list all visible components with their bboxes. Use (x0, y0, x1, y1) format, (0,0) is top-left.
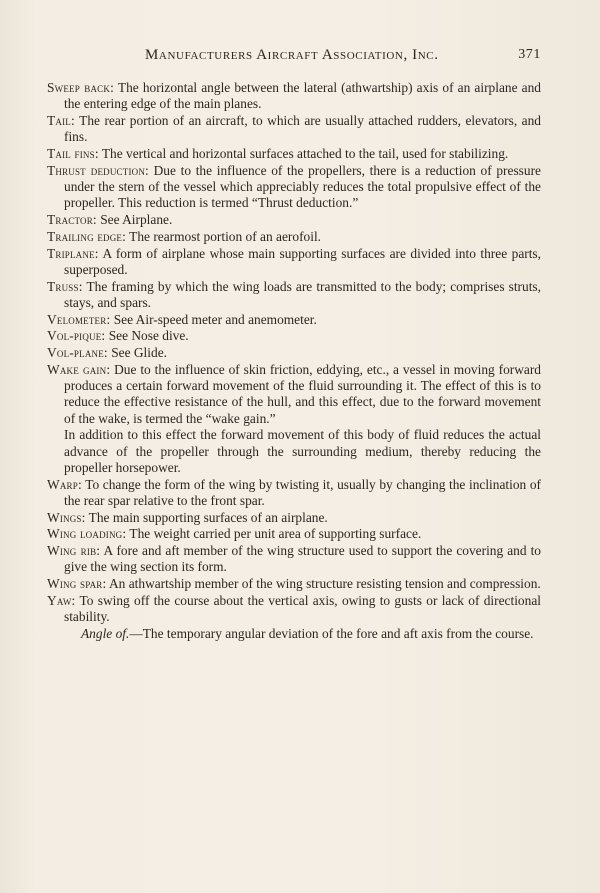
entry-definition: See Air-speed meter and anemometer. (110, 311, 317, 327)
sub-entry-definition: —The temporary angular deviation of the fore and aft axis from the course. (129, 625, 534, 641)
entry-term: Tractor: (47, 212, 97, 227)
entry-definition: The rearmost portion of an aerofoil. (126, 228, 322, 244)
entry-definition: To change the form of the wing by twisting it, usually by changing the inclination of the rear spar relative to the front spar. (64, 476, 541, 508)
entry-definition: The framing by which the wing loads are transmitted to the body; comprises struts, stays, and spars. (64, 278, 541, 310)
entry-definition: The vertical and horizontal surfaces attached to the tail, used for stabilizing. (98, 146, 509, 161)
entry-definition: The weight carried per unit area of supporting surface. (126, 526, 422, 542)
glossary-entry (47, 212, 541, 228)
entry-definition: See Nose dive. (105, 328, 189, 344)
entry-definition: An athwartship member of the wing structure resisting tension and compression. (106, 576, 541, 592)
entry-definition: Due to the influence of skin friction, eddying, etc., a vessel in moving forward produces a certain forward movement of the fluid surrounding it. The effect of this is to reduce the effective resistance of the hull, and this effect, due to the forward movement of the wake, is termed the “wake gain.” (64, 361, 541, 426)
entry-term: Tail: (47, 113, 75, 128)
glossary-entry (47, 163, 541, 212)
page-number: 371 (518, 47, 541, 62)
glossary-entry (47, 576, 541, 592)
entry-definition: The horizontal angle between the lateral (athwartship) axis of an airplane and the entering edge of the main planes. (64, 80, 541, 112)
entry-term: Wing loading: (47, 526, 127, 542)
glossary-entry (47, 113, 541, 145)
glossary-entry (47, 362, 541, 427)
entry-term: Thrust deduction: (47, 162, 149, 178)
glossary-entry (47, 328, 541, 344)
glossary-entry (47, 526, 541, 542)
entry-definition: The rear portion of an aircraft, to which are usually attached rudders, elevators, and fins. (64, 113, 541, 145)
entry-term: Truss: (47, 278, 83, 294)
glossary-entry (47, 345, 541, 361)
entry-term: Triplane: (47, 245, 99, 261)
entry-definition: In addition to this effect the forward movement of this body of fluid reduces the actual advance of the propeller through the surrounding medium, thereby reducing the propeller horsepower. (64, 427, 541, 475)
entry-definition: See Glide. (107, 345, 167, 361)
glossary-continuation (47, 427, 541, 476)
entry-definition: Due to the influence of the propellers, there is a reduction of pressure under the stern of the vessel which appreciably reduces the total propulsive effect of the propeller. This reduction is termed “Thrust deduction.” (64, 162, 541, 211)
entry-definition: A fore and aft member of the wing structure used to support the covering and to give the wing section its form. (64, 543, 542, 575)
entry-term: Yaw: (47, 592, 76, 608)
entry-definition: See Airplane. (96, 212, 173, 227)
glossary-entry (47, 510, 541, 526)
glossary-entry (47, 593, 541, 625)
entry-term: Warp: (47, 476, 82, 492)
glossary-entry (47, 146, 541, 162)
glossary-entry (47, 477, 541, 509)
glossary-sub-entry (47, 626, 541, 642)
entry-term: Trailing edge: (47, 228, 127, 244)
entry-term: Wings: (47, 509, 86, 525)
entry-definition: The main supporting surfaces of an airplane. (85, 509, 328, 525)
entry-term: Wing spar: (47, 576, 107, 592)
running-title: Manufacturers Aircraft Association, Inc. (145, 47, 439, 63)
entry-term: Vol-plane: (47, 345, 108, 361)
entry-term: Tail fins: (47, 146, 99, 161)
sub-entry-term: Angle of. (81, 625, 130, 641)
page-header (47, 47, 541, 67)
glossary-entry (47, 80, 541, 112)
glossary-entry (47, 279, 541, 311)
entry-term: Wake gain: (47, 361, 111, 377)
glossary-entry (47, 229, 541, 245)
glossary-entry (47, 543, 541, 575)
entry-term: Sweep back: (47, 80, 114, 95)
entry-term: Vol-pique: (47, 328, 106, 344)
entry-definition: A form of airplane whose main supporting surfaces are divided into three parts, superposed. (64, 245, 541, 277)
entry-definition: To swing off the course about the vertical axis, owing to gusts or lack of directional stability. (64, 592, 541, 625)
glossary-body (47, 80, 541, 643)
glossary-entry (47, 312, 541, 328)
entry-term: Velometer: (47, 311, 111, 327)
entry-term: Wing rib: (47, 543, 101, 559)
glossary-entry (47, 246, 541, 278)
